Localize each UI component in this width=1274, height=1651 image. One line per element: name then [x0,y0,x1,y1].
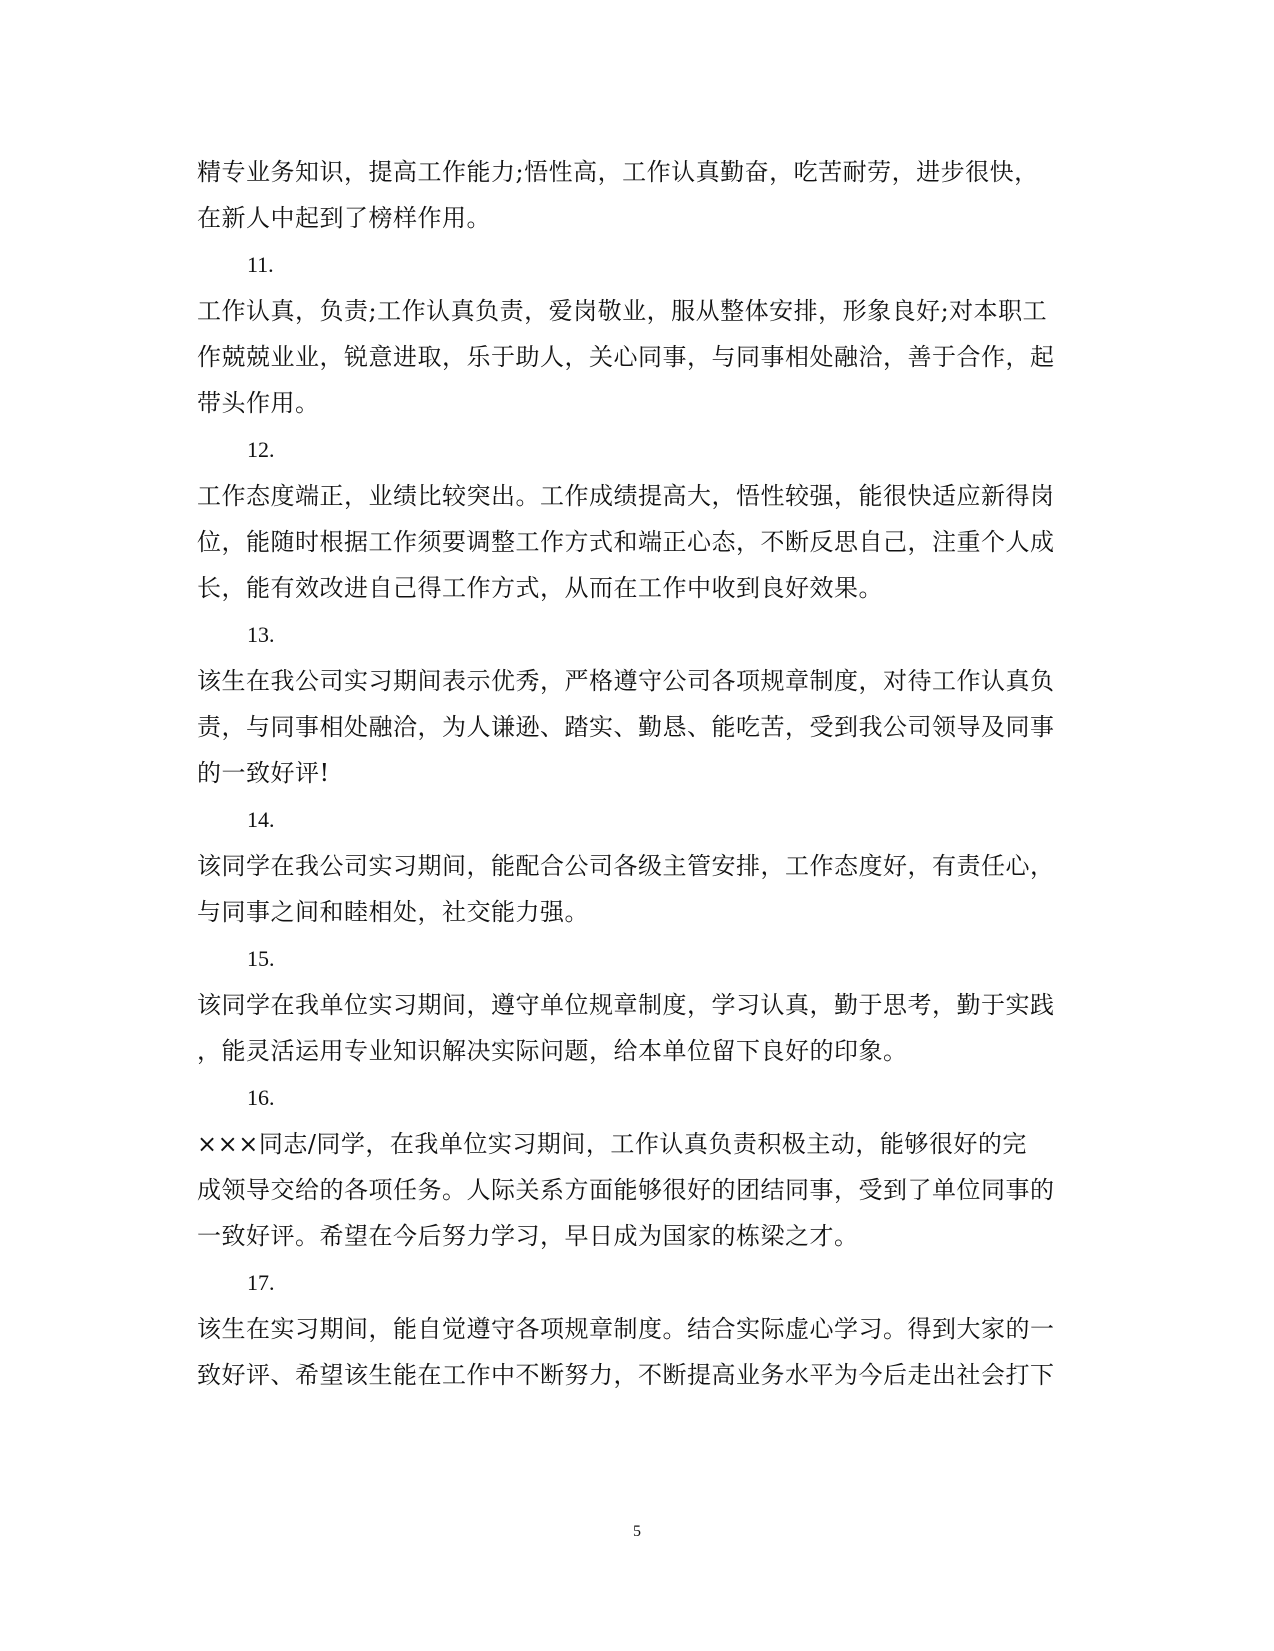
item-number: 17. [247,1270,275,1295]
text-line: 工作认真，负责;工作认真负责，爱岗敬业，服从整体安排，形象良好;对本职工 [197,297,1048,325]
text-line: 一致好评。希望在今后努力学习，早日成为国家的栋梁之才。 [197,1222,859,1250]
text-line: 位，能随时根据工作须要调整工作方式和端正心态，不断反思自己，注重个人成 [197,528,1055,556]
page-number: 5 [633,1523,641,1540]
text-line: ×××同志/同学，在我单位实习期间，工作认真负责积极主动，能够很好的完 [197,1130,1027,1158]
text-line: 该同学在我单位实习期间，遵守单位规章制度，学习认真，勤于思考，勤于实践 [197,991,1055,1019]
text-line: 在新人中起到了榜样作用。 [197,204,491,232]
text-line: 作兢兢业业，锐意进取，乐于助人，关心同事，与同事相处融洽，善于合作，起 [197,343,1055,371]
text-line: 精专业务知识，提高工作能力;悟性高，工作认真勤奋，吃苦耐劳，进步很快， [197,158,1039,186]
text-line: 责，与同事相处融洽，为人谦逊、踏实、勤恳、能吃苦，受到我公司领导及同事 [197,713,1055,741]
text-line: 工作态度端正，业绩比较突出。工作成绩提高大，悟性较强，能很快适应新得岗 [197,482,1055,510]
text-line: ，能灵活运用专业知识解决实际问题，给本单位留下良好的印象。 [197,1037,908,1065]
text-line: 长，能有效改进自己得工作方式，从而在工作中收到良好效果。 [197,574,883,602]
text-line: 成领导交给的各项任务。人际关系方面能够很好的团结同事，受到了单位同事的 [197,1176,1055,1204]
item-number: 11. [247,252,274,277]
item-number: 12. [247,437,275,462]
item-number: 16. [247,1085,275,1110]
item-number: 15. [247,946,275,971]
text-line: 该生在实习期间，能自觉遵守各项规章制度。结合实际虚心学习。得到大家的一 [197,1315,1055,1343]
item-number: 13. [247,622,275,647]
text-line: 该同学在我公司实习期间，能配合公司各级主管安排，工作态度好，有责任心， [197,852,1055,880]
item-number: 14. [247,807,275,832]
text-line: 带头作用。 [197,389,320,417]
text-line: 的一致好评! [197,759,330,787]
text-line: 该生在我公司实习期间表示优秀，严格遵守公司各项规章制度，对待工作认真负 [197,667,1055,695]
text-line: 与同事之间和睦相处，社交能力强。 [197,898,589,926]
text-line: 致好评、希望该生能在工作中不断努力，不断提高业务水平为今后走出社会打下 [197,1361,1055,1389]
